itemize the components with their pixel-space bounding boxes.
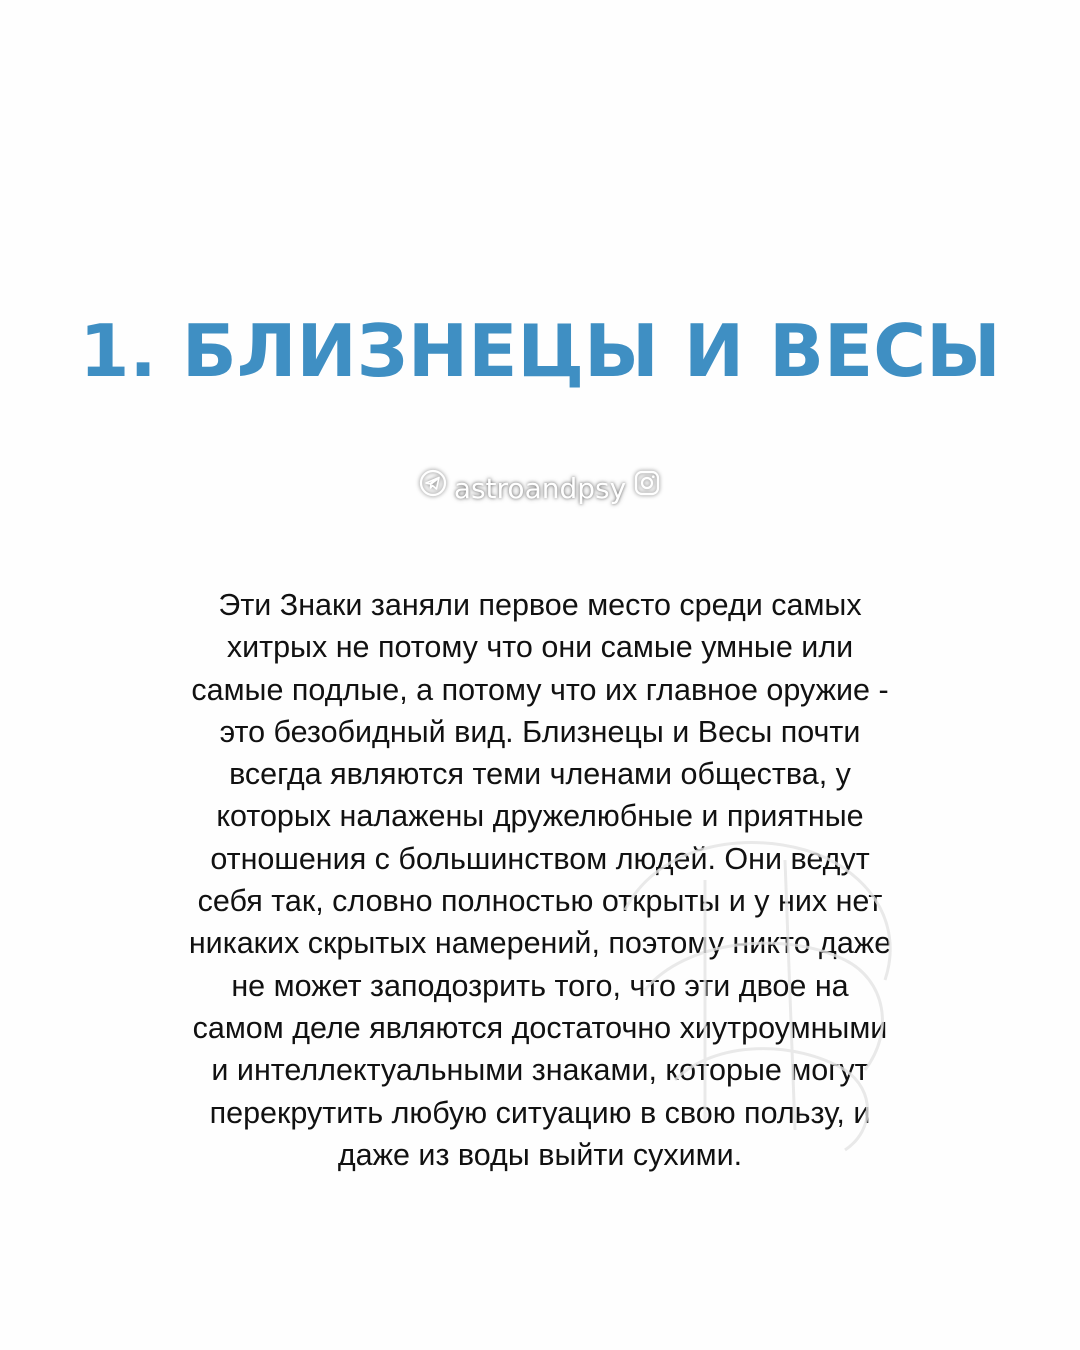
body-line: никаких скрытых намерений, поэтому никто даже (188, 926, 892, 961)
body-line: отношения с большинством людей. Они ведут (210, 841, 870, 876)
body-line: всегда являются теми членами общества, у (229, 757, 851, 792)
body-line: которых налажены дружелюбные и приятные (216, 799, 864, 834)
body-line: и интеллектуальными знаками, которые могут (211, 1053, 869, 1088)
body-line: самые подлые, а потому что их главное оружие - (191, 672, 889, 707)
body-line: себя так, словно полностью открыты и у них нет (197, 884, 883, 919)
instagram-icon (632, 468, 662, 509)
body-line: самом деле являются достаточно хиутроумными (192, 1010, 888, 1045)
body-line: Эти Знаки заняли первое место среди самых (218, 588, 862, 622)
body-line: перекрутить любую ситуацию в свою пользу, и (209, 1095, 871, 1130)
body-paragraph (140, 584, 940, 1176)
body-line: не может заподозрить того, что эти двое на (231, 968, 849, 1003)
telegram-icon (418, 468, 448, 509)
slide-title: 1. БЛИЗНЕЦЫ И ВЕСЫ (79, 309, 1001, 393)
handle-badge (414, 466, 666, 511)
handle-text: astroandpsy (453, 471, 627, 505)
body-line: даже из воды выйти сухими. (337, 1137, 743, 1172)
body-line: хитрых не потому что они самые умные или (226, 630, 854, 665)
account-handle (0, 466, 1080, 511)
body-line: это безобидный вид. Близнецы и Весы почти (219, 714, 861, 749)
